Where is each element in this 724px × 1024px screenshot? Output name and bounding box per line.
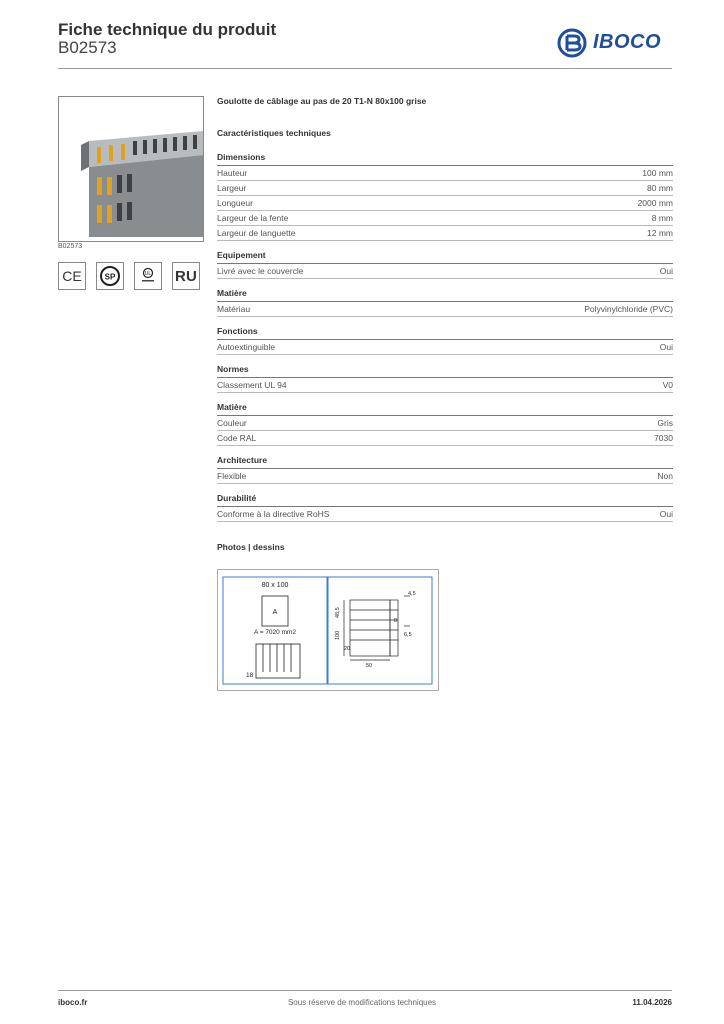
ur-mark-icon: Я U	[172, 262, 200, 290]
spec-row	[217, 431, 673, 446]
spec-group-title: Matière	[217, 402, 673, 416]
photo-caption: B02573	[58, 243, 83, 250]
drawing-area-letter: A	[272, 609, 278, 616]
drawing-dim-4-5: 4,5	[408, 591, 416, 597]
spec-value: Oui	[659, 509, 673, 519]
spec-label: Matériau	[217, 304, 251, 314]
spec-row	[217, 340, 673, 355]
drawing-dim-6-5: 6,5	[404, 632, 412, 638]
technical-drawing	[217, 569, 439, 691]
tech-title: Caractéristiques techniques	[217, 128, 331, 138]
drawing-dim-18: 18	[246, 672, 254, 679]
product-name: Goulotte de câblage au pas de 20 T1-N 80x100 grise	[217, 96, 427, 106]
spec-row	[217, 166, 673, 181]
drawing-dim-20: 20	[344, 646, 351, 652]
spec-group-title: Matière	[217, 288, 673, 302]
spec-row	[217, 211, 673, 226]
csa-mark-icon	[96, 262, 124, 290]
spec-label: Livré avec le couvercle	[217, 266, 304, 276]
spec-value: 8 mm	[651, 213, 673, 223]
drawing-dim-50: 50	[366, 663, 373, 669]
spec-label: Autoextinguible	[217, 342, 276, 352]
spec-label: Largeur de languette	[217, 228, 296, 238]
svg-text:UL: UL	[144, 271, 152, 277]
spec-row	[217, 302, 673, 317]
spec-value: 12 mm	[647, 228, 673, 238]
spec-label: Flexible	[217, 471, 247, 481]
spec-label: Largeur	[217, 183, 247, 193]
spec-value: Gris	[657, 418, 673, 428]
spec-group-title: Dimensions	[217, 152, 673, 166]
spec-value: 7030	[654, 433, 673, 443]
drawing-area-label: A = 7020 mm2	[253, 629, 297, 636]
spec-group	[217, 493, 673, 522]
spec-group	[217, 250, 673, 279]
spec-group	[217, 402, 673, 446]
spec-group	[217, 326, 673, 355]
spec-group	[217, 455, 673, 484]
spec-value: 80 mm	[647, 183, 673, 193]
product-code: B02573	[58, 38, 117, 57]
logo-text: IBOCO	[593, 31, 662, 53]
spec-row	[217, 181, 673, 196]
spec-group-title: Fonctions	[217, 326, 673, 340]
spec-value: Non	[657, 471, 673, 481]
spec-label: Classement UL 94	[217, 380, 287, 390]
spec-label: Hauteur	[217, 168, 248, 178]
spec-value: Oui	[659, 266, 673, 276]
spec-value: Oui	[659, 342, 673, 352]
footer-notice: Sous réserve de modifications techniques	[287, 998, 437, 1007]
svg-text:SP: SP	[104, 272, 116, 282]
drawing-dim-8: 8	[394, 618, 398, 624]
spec-row	[217, 416, 673, 431]
spec-row	[217, 507, 673, 522]
spec-label: Code RAL	[217, 433, 257, 443]
footer-date: 11.04.2026	[632, 998, 672, 1007]
iboco-logo	[557, 28, 675, 58]
spec-value: 2000 mm	[637, 198, 673, 208]
header-divider	[58, 68, 672, 69]
spec-section	[217, 96, 673, 552]
spec-group-title: Equipement	[217, 250, 673, 264]
spec-group-title: Normes	[217, 364, 673, 378]
footer-divider	[58, 990, 672, 991]
spec-row	[217, 196, 673, 211]
spec-groups	[217, 152, 673, 522]
spec-label: Largeur de la fente	[217, 213, 289, 223]
spec-label: Longueur	[217, 198, 253, 208]
spec-group-title: Architecture	[217, 455, 673, 469]
drawing-dim-48-5: 48,5	[335, 607, 341, 618]
spec-value: 100 mm	[642, 168, 673, 178]
certification-icons	[58, 262, 208, 292]
footer-site-link[interactable]: iboco.fr	[58, 998, 88, 1007]
spec-group	[217, 152, 673, 241]
page-title: Fiche technique du produit	[58, 20, 277, 39]
spec-row	[217, 469, 673, 484]
drawing-dim-100: 100	[335, 630, 341, 640]
spec-group	[217, 288, 673, 317]
iboco-logo-icon	[557, 28, 589, 58]
spec-row	[217, 226, 673, 241]
spec-value: V0	[662, 380, 673, 390]
spec-label: Couleur	[217, 418, 247, 428]
drawing-size-label: 80 x 100	[261, 582, 289, 589]
spec-group-title: Durabilité	[217, 493, 673, 507]
ul-recognized-icon	[134, 262, 162, 290]
spec-label: Conforme à la directive RoHS	[217, 509, 330, 519]
spec-value: Polyvinylchloride (PVC)	[584, 304, 673, 314]
product-photo	[58, 96, 204, 242]
spec-row	[217, 378, 673, 393]
ce-mark-icon: CE	[58, 262, 86, 290]
photos-title: Photos | dessins	[217, 542, 285, 552]
spec-group	[217, 364, 673, 393]
spec-row	[217, 264, 673, 279]
